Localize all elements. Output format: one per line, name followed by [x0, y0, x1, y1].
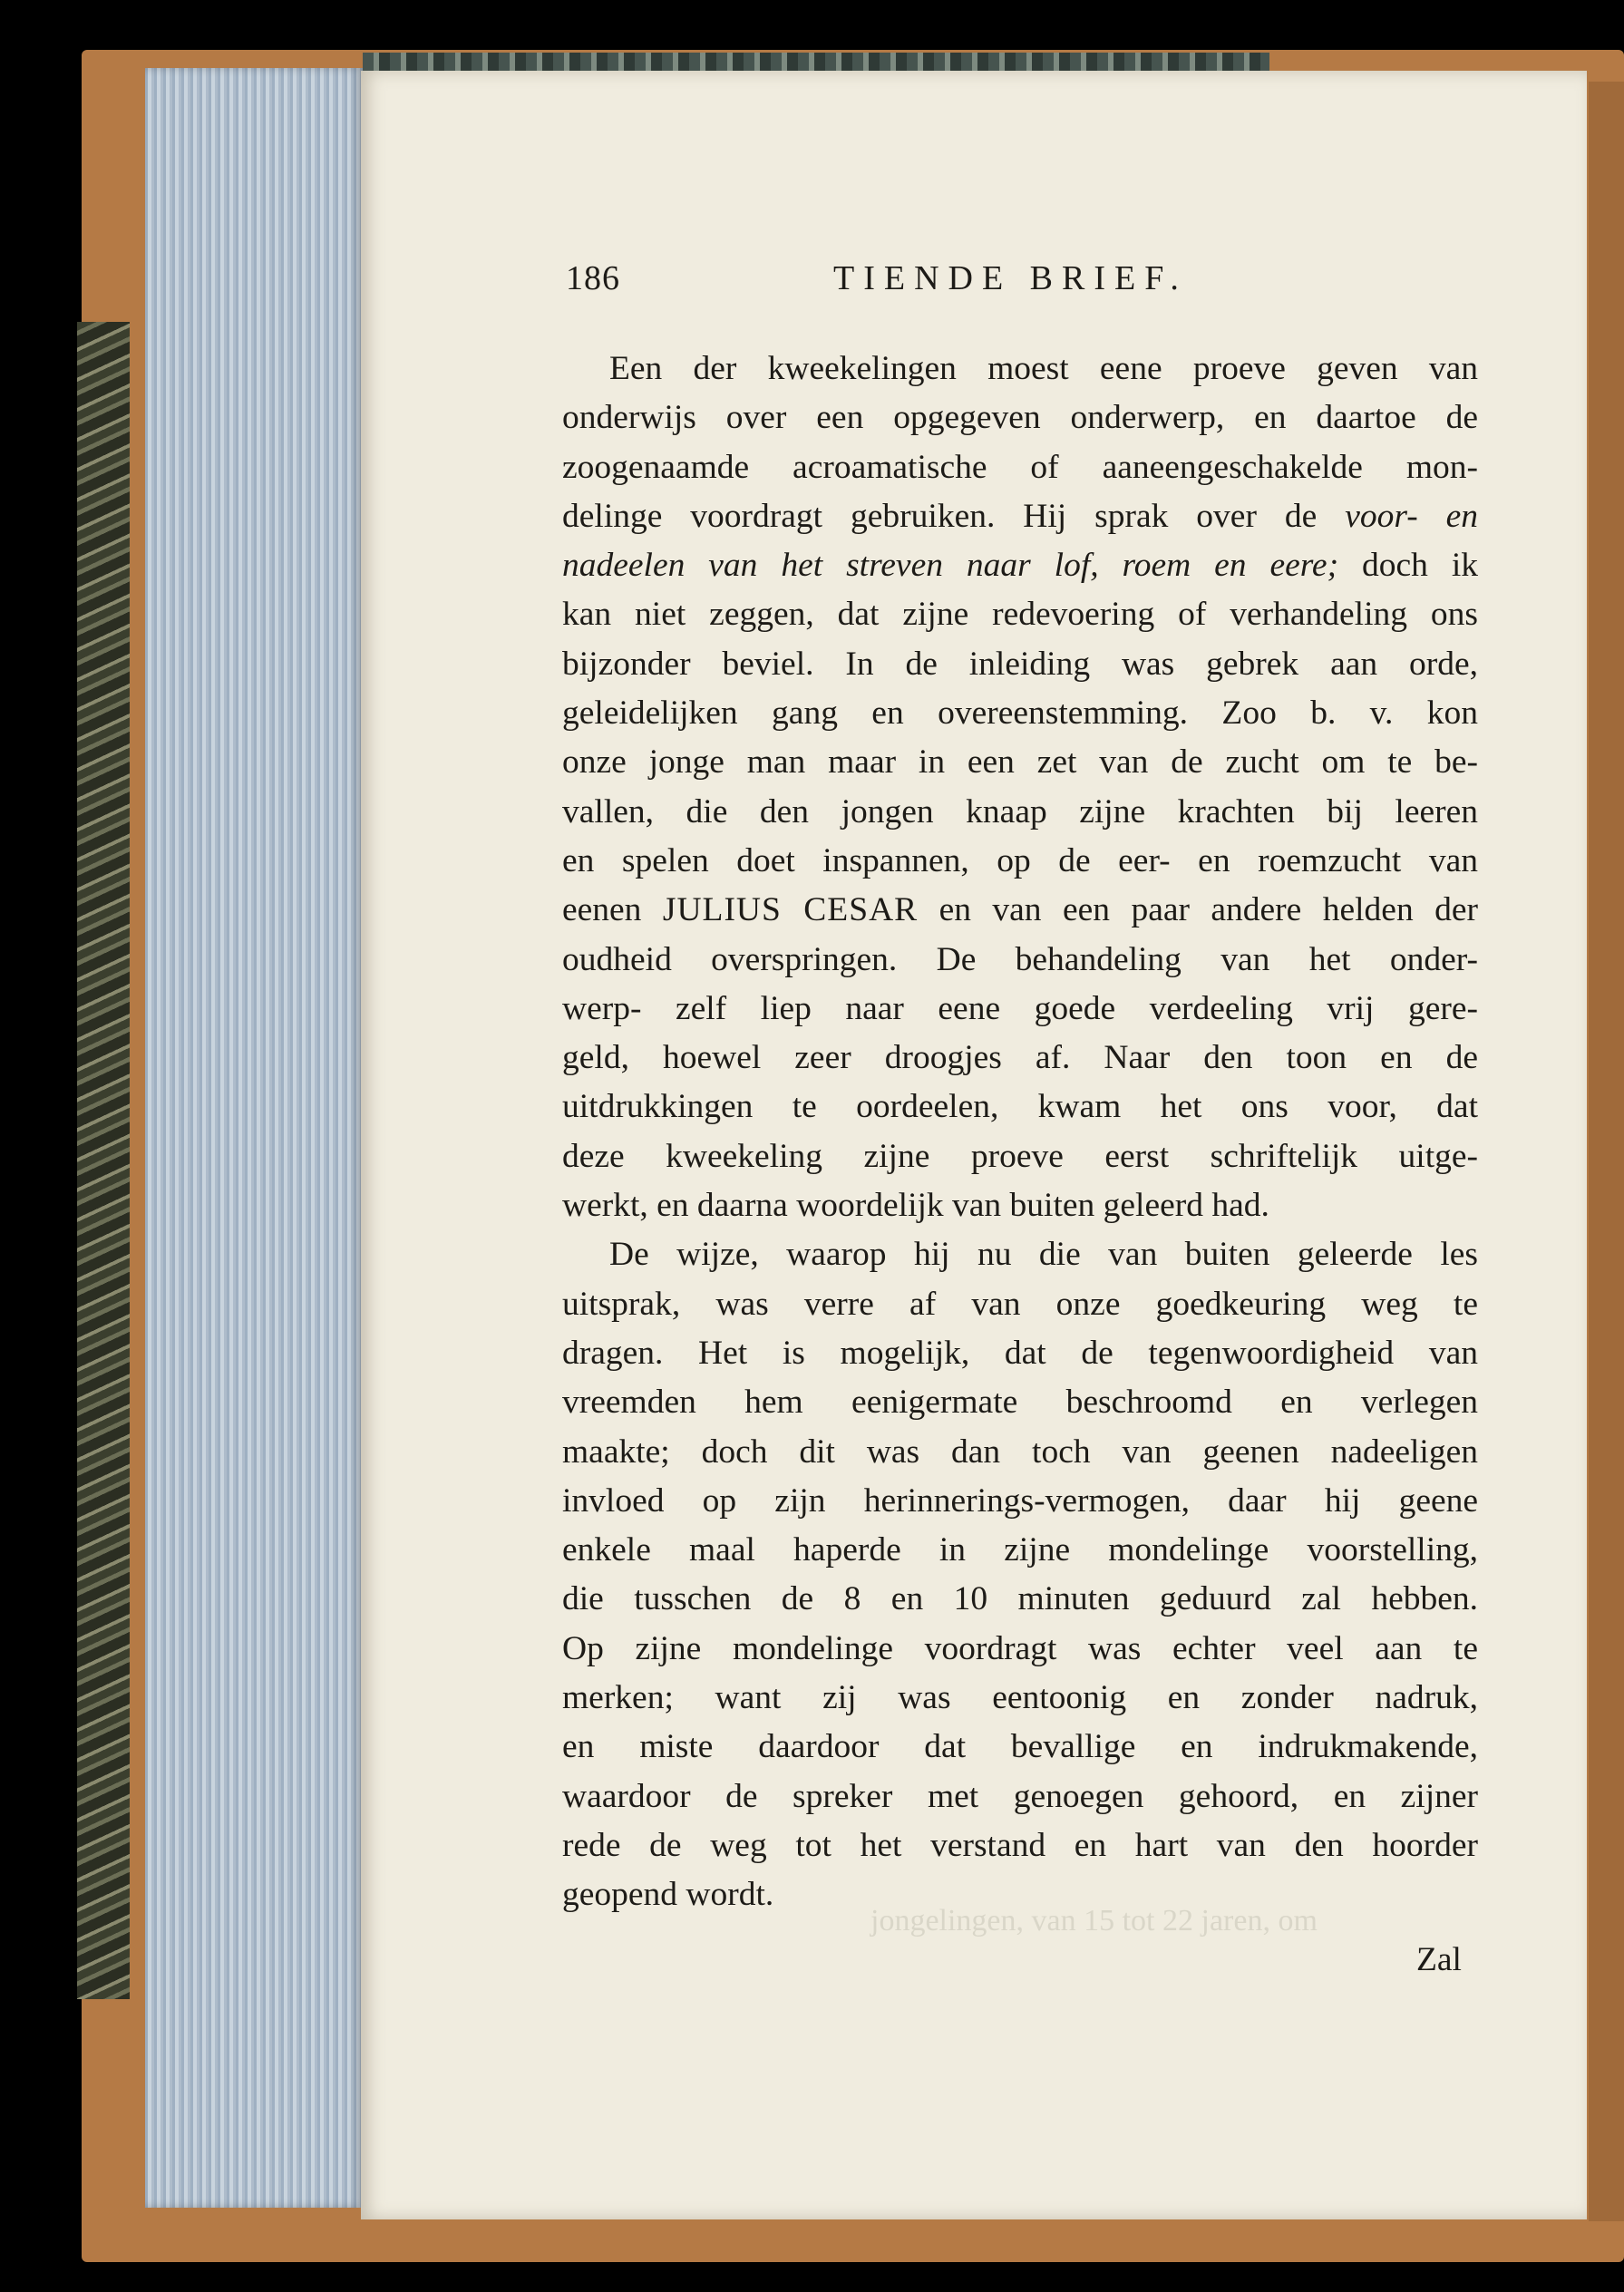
- text-line: delinge voordragt gebruiken. Hij sprak over de voor- en: [562, 497, 1479, 535]
- text-line: uitsprak, was verre af van onze goedkeuring weg te: [562, 1285, 1478, 1323]
- text-line: vreemden hem eenigermate beschroomd en verlegen: [562, 1384, 1478, 1422]
- text-line: maakte; doch dit was dan toch van geenen nadeeligen: [562, 1432, 1478, 1471]
- right-cover-edge: [1589, 82, 1624, 2221]
- text-line: die tusschen de 8 en 10 minuten geduurd zal hebben.: [562, 1580, 1478, 1618]
- body-text: [562, 345, 1478, 1920]
- text-line: eenen JULIUS CESAR en van een paar andere helden der: [562, 891, 1479, 929]
- text-line: rede de weg tot het verstand en hart van den hoorder: [562, 1826, 1478, 1864]
- text-line: onze jonge man maar in een zet van de zucht om te be-: [562, 743, 1478, 782]
- text-line: werp- zelf liep naar eene goede verdeeling vrij gere-: [562, 989, 1478, 1027]
- top-marbled-edge: [363, 53, 1269, 73]
- text-line: vallen, die den jongen knaap zijne krachten bij leeren: [562, 792, 1478, 830]
- text-line: De wijze, waarop hij nu die van buiten geleerde les: [609, 1236, 1478, 1274]
- page-number: 186: [566, 259, 620, 297]
- text-line: onderwijs over een opgegeven onderwerp, en daartoe de: [562, 399, 1478, 437]
- text-line: oudheid overspringen. De behandeling van het onder-: [562, 940, 1478, 978]
- text-line: bijzonder beviel. In de inleiding was gebrek aan orde,: [562, 645, 1478, 683]
- text-line: geopend wordt.: [562, 1876, 774, 1914]
- text-line: merken; want zij was eentoonig en zonder nadruk,: [562, 1679, 1478, 1717]
- text-line: invloed op zijn herinnerings-vermogen, daar hij geene: [562, 1481, 1478, 1520]
- text-line: en miste daardoor dat bevallige en indrukmakende,: [562, 1728, 1478, 1766]
- text-line: zoogenaamde acroamatische of aaneengeschakelde mon-: [562, 448, 1478, 486]
- running-head: [566, 258, 1255, 304]
- text-line: Op zijne mondelinge voordragt was echter veel aan te: [562, 1629, 1478, 1667]
- text-line: kan niet zeggen, dat zijne redevoering of verhandeling ons: [562, 596, 1478, 634]
- text-line: geleidelijken gang en overeenstemming. Zoo b. v. kon: [562, 694, 1478, 733]
- text-line: enkele maal haperde in zijne mondelinge voorstelling,: [562, 1531, 1478, 1569]
- text-line: Een der kweekelingen moest eene proeve geven van: [609, 350, 1478, 387]
- text-line: deze kweekeling zijne proeve eerst schriftelijk uitge-: [562, 1137, 1478, 1175]
- text-line: en spelen doet inspannen, op de eer- en roemzucht van: [562, 841, 1478, 879]
- text-line: nadeelen van het streven naar lof, roem en eere; doch ik: [562, 547, 1478, 585]
- show-through-text: jongelingen, van 15 tot 22 jaren, om: [870, 1904, 1318, 1938]
- chapter-running-title: TIENDE BRIEF.: [833, 259, 1188, 297]
- catchword: Zal: [1416, 1941, 1462, 1978]
- text-line: geld, hoewel zeer droogjes af. Naar den toon en de: [562, 1039, 1478, 1077]
- text-line: dragen. Het is mogelijk, dat de tegenwoordigheid van: [562, 1334, 1478, 1372]
- text-line: waardoor de spreker met genoegen gehoord, en zijner: [562, 1777, 1478, 1815]
- text-line: werkt, en daarna woordelijk van buiten geleerd had.: [562, 1187, 1269, 1225]
- text-line: uitdrukkingen te oordeelen, kwam het ons voor, dat: [562, 1088, 1478, 1126]
- page-block-edges: [145, 68, 363, 2208]
- marbled-board-edge: [77, 322, 130, 1999]
